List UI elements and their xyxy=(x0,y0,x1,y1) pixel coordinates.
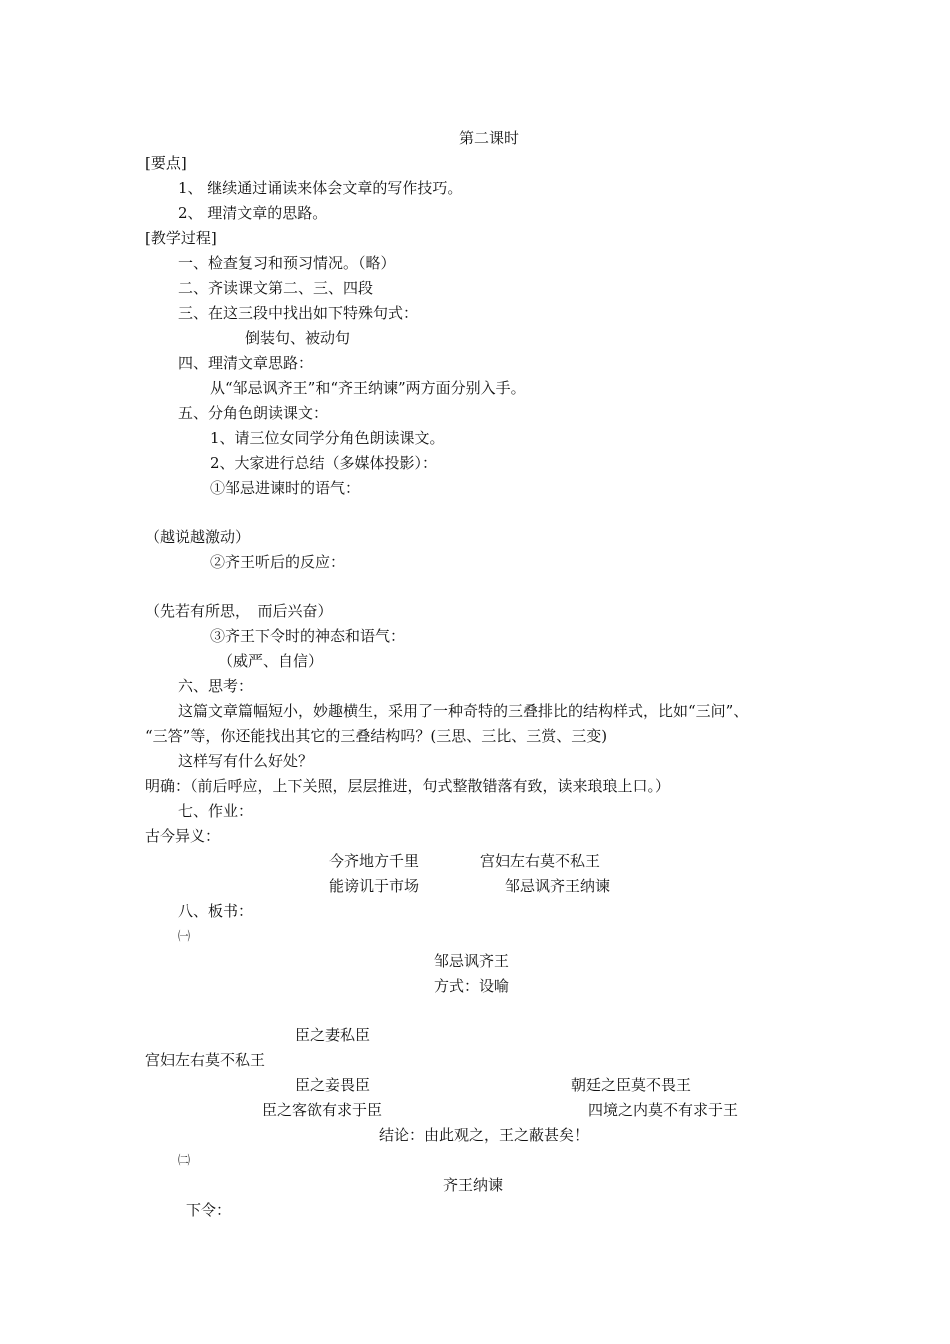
board-method: 方式：设喻 xyxy=(434,977,510,995)
step-6: 六、思考： xyxy=(178,677,254,695)
answer-3: （威严、自信） xyxy=(218,652,324,670)
step-8: 八、板书： xyxy=(178,902,254,920)
answer-2: （先若有所思， 而后兴奋） xyxy=(145,602,333,620)
board-comparison: 宫妇左右莫不私王 xyxy=(145,1051,266,1069)
question-2: ②齐王听后的反应： xyxy=(210,553,346,571)
board-part-1-title: 邹忌讽齐王 xyxy=(434,952,510,970)
process-heading: [教学过程] xyxy=(145,229,217,247)
board-part-1-marker: ㈠ xyxy=(178,929,191,943)
step-7: 七、作业： xyxy=(178,802,254,820)
question-1: ①邹忌进谏时的语气： xyxy=(210,479,361,497)
board-comparison: 朝廷之臣莫不畏王 xyxy=(571,1076,692,1094)
board-conclusion: 结论：由此观之，王之蔽甚矣！ xyxy=(379,1126,590,1144)
board-order: 下令： xyxy=(186,1201,232,1219)
step-3: 三、在这三段中找出如下特殊句式： xyxy=(178,304,419,322)
answer-1: （越说越激动） xyxy=(145,528,251,546)
key-point-item: 2、 理清文章的思路。 xyxy=(178,204,328,222)
homework-item: 能谤讥于市场 xyxy=(329,877,420,895)
step-6-text: “三答”等，你还能找出其它的三叠结构吗？(三思、三比、三赏、三变) xyxy=(145,727,608,745)
step-6-text: 这篇文章篇幅短小，妙趣横生，采用了一种奇特的三叠排比的结构样式，比如“三问”、 xyxy=(178,702,749,720)
step-5-item: 2、大家进行总结（多媒体投影）： xyxy=(210,454,438,472)
board-comparison: 臣之妾畏臣 xyxy=(295,1076,371,1094)
board-part-2-marker: ㈡ xyxy=(178,1153,191,1167)
step-5: 五、分角色朗读课文： xyxy=(178,404,329,422)
step-1: 一、检查复习和预习情况。（略） xyxy=(178,254,396,272)
board-part-2-title: 齐王纳谏 xyxy=(443,1176,504,1194)
board-comparison: 四境之内莫不有求于王 xyxy=(588,1101,739,1119)
step-5-item: 1、请三位女同学分角色朗读课文。 xyxy=(210,429,445,447)
step-4-detail: 从“邹忌讽齐王”和“齐王纳谏”两方面分别入手。 xyxy=(210,379,526,397)
step-2: 二、齐读课文第二、三、四段 xyxy=(178,279,374,297)
homework-item: 邹忌讽齐王纳谏 xyxy=(505,877,611,895)
board-comparison: 臣之妻私臣 xyxy=(295,1026,371,1044)
key-point-item: 1、 继续通过诵读来体会文章的写作技巧。 xyxy=(178,179,463,197)
homework-label: 古今异义： xyxy=(145,827,221,845)
question-3: ③齐王下令时的神态和语气： xyxy=(210,627,406,645)
board-comparison: 臣之客欲有求于臣 xyxy=(262,1101,383,1119)
step-4: 四、理清文章思路： xyxy=(178,354,314,372)
step-6-answer: 明确：（前后呼应，上下关照，层层推进，句式整散错落有致，读来琅琅上口。） xyxy=(145,777,671,795)
homework-item: 宫妇左右莫不私王 xyxy=(480,852,601,870)
page-title: 第二课时 xyxy=(459,129,520,147)
step-3-detail: 倒装句、被动句 xyxy=(245,329,351,347)
homework-item: 今齐地方千里 xyxy=(329,852,420,870)
key-points-heading: [要点] xyxy=(145,154,187,172)
step-6-text: 这样写有什么好处？ xyxy=(178,752,314,770)
